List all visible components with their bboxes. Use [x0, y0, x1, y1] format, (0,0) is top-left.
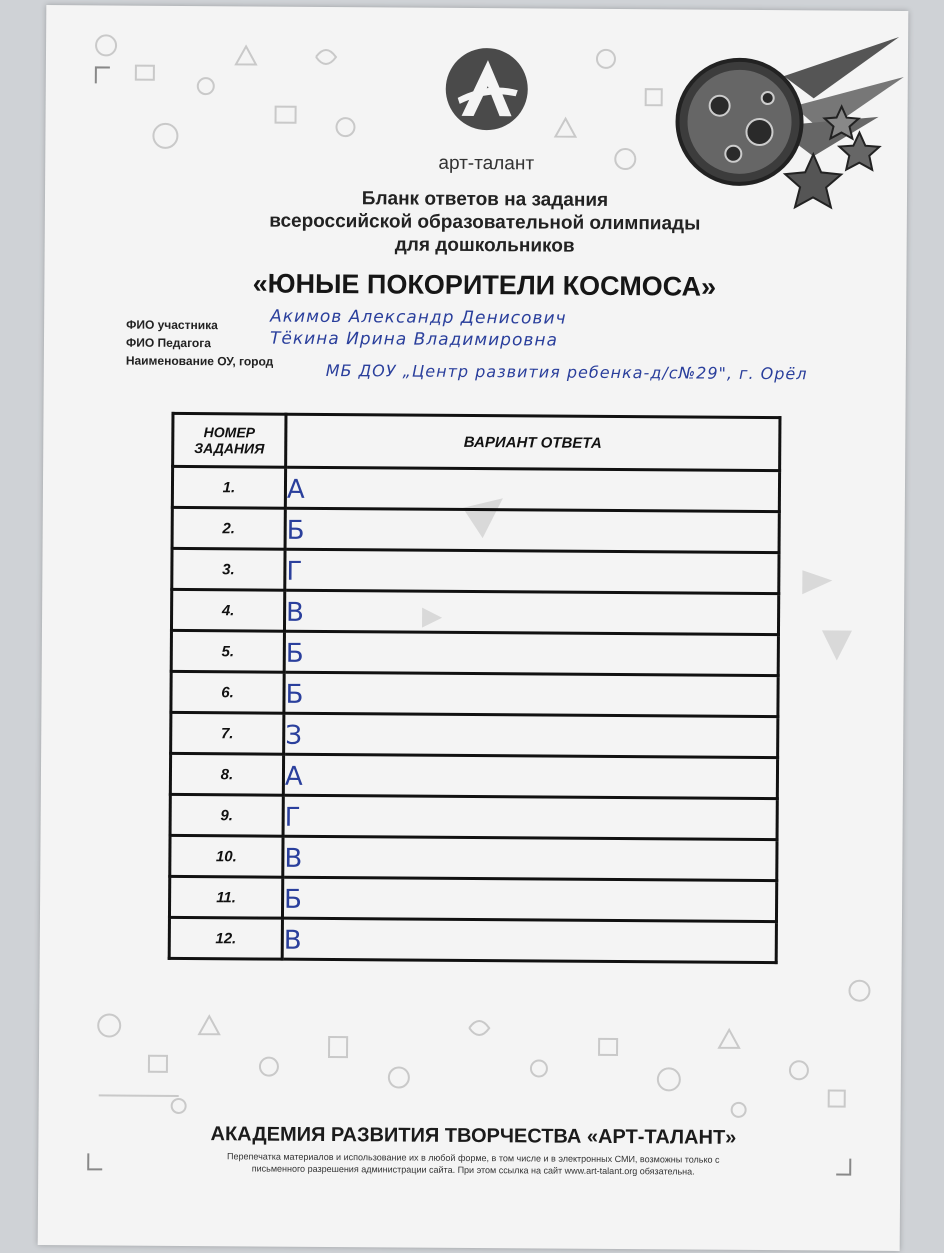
table-row [171, 671, 778, 716]
brand-name: арт-талант [438, 152, 535, 175]
task-number: 9. [170, 794, 283, 836]
org-value: МБ ДОУ „Центр развития ребенка-д/с№29", г. Орёл [325, 360, 808, 384]
column-header-answer: ВАРИАНТ ОТВЕТА [286, 414, 780, 470]
footer-note-line-2: письменного разрешения администрации сайта. При этом ссылка на сайт www.art-talant.org обязательна. [251, 1163, 695, 1177]
table-row [170, 753, 777, 798]
answer-value: Б [282, 877, 776, 921]
meteor-illustration [663, 35, 904, 213]
table-row [169, 917, 776, 962]
footer-note [128, 1150, 818, 1179]
task-number: 4. [171, 589, 284, 631]
answer-value: В [283, 836, 777, 880]
table-row [172, 548, 779, 593]
task-number: 8. [170, 753, 283, 795]
task-number: 11. [169, 876, 282, 918]
heading-line-2: всероссийской образовательной олимпиады [269, 210, 701, 235]
participant-value: Акимов Александр Денисович [270, 306, 567, 329]
answer-value: З [284, 713, 778, 757]
task-number: 10. [170, 835, 283, 877]
answer-value: Б [285, 508, 779, 552]
table-header-row [173, 413, 780, 470]
task-number: 2. [172, 507, 285, 549]
org-label: Наименование ОУ, город [125, 353, 274, 369]
table-row [172, 507, 779, 552]
task-number: 7. [171, 712, 284, 754]
task-number: 12. [169, 917, 282, 959]
table-row [170, 835, 777, 880]
answer-value: В [284, 590, 778, 634]
answer-value: А [285, 467, 779, 511]
table-row [170, 794, 777, 839]
footer-title: АКАДЕМИЯ РАЗВИТИЯ ТВОРЧЕСТВА «АРТ-ТАЛАНТ» [210, 1123, 737, 1149]
answer-value: В [282, 918, 776, 962]
heading-line-3: для дошкольников [394, 234, 575, 257]
table-row [171, 630, 778, 675]
task-number: 3. [172, 548, 285, 590]
task-number: 5. [171, 630, 284, 672]
answer-rows [169, 466, 779, 962]
form-heading [165, 186, 805, 259]
answer-sheet [38, 5, 909, 1251]
art-talant-logo [443, 46, 530, 133]
footer-note-line-1: Перепечатка материалов и использование их в любой форме, в том числе и в электронных СМИ, возможны только с [227, 1151, 720, 1165]
task-number: 6. [171, 671, 284, 713]
task-number: 1. [172, 466, 285, 508]
answer-value: Б [284, 672, 778, 716]
table-row [172, 466, 779, 511]
answer-value: Б [284, 631, 778, 675]
teacher-value: Тёкина Ирина Владимировна [269, 328, 559, 351]
olympiad-title: «ЮНЫЕ ПОКОРИТЕЛИ КОСМОСА» [252, 268, 717, 302]
answers-table [168, 412, 782, 964]
column-header-number: НОМЕР ЗАДАНИЯ [173, 413, 286, 467]
table-row [171, 589, 778, 634]
answer-value: А [283, 754, 777, 798]
answer-value: Г [283, 795, 777, 839]
participant-label: ФИО участника [126, 317, 218, 333]
teacher-label: ФИО Педагога [125, 335, 211, 351]
heading-line-1: Бланк ответов на задания [361, 188, 609, 211]
table-row [171, 712, 778, 757]
table-row [169, 876, 776, 921]
answer-value: Г [285, 549, 779, 593]
